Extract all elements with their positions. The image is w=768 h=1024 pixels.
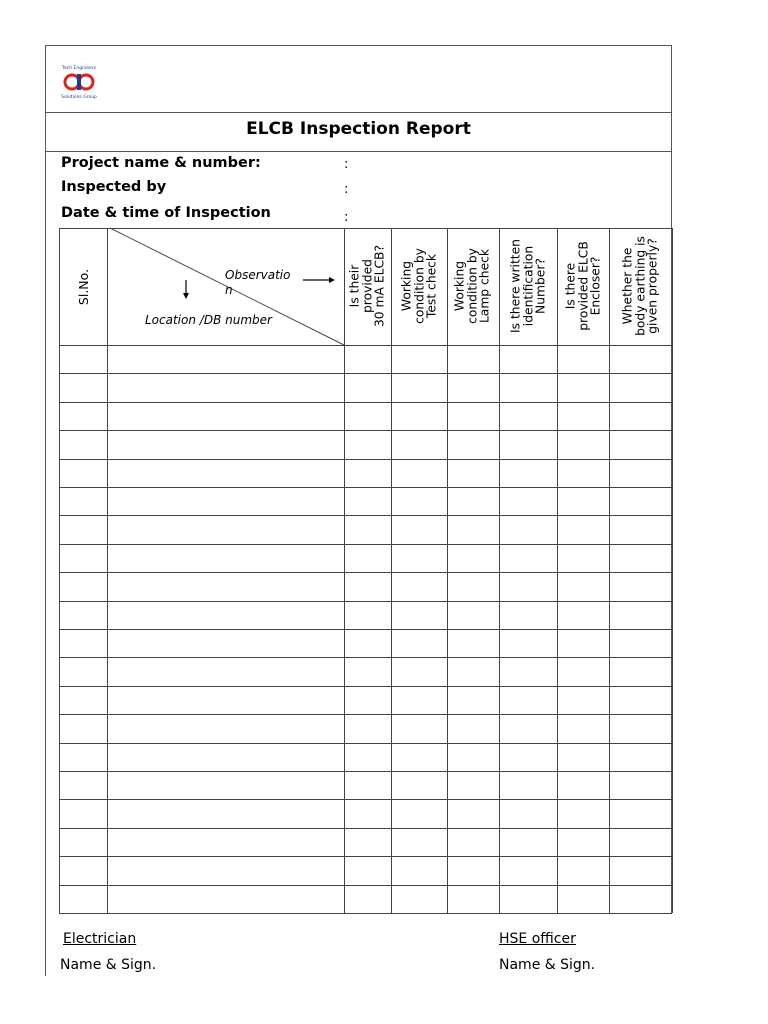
col-header-identification-number: Is there written identification Number? (508, 239, 548, 333)
inspection-date-colon: : (344, 210, 349, 225)
sl-no-header: Sl.No. (75, 268, 91, 306)
right-arrow-icon (302, 273, 336, 287)
col-header-elcb-encloser: Is there provided ELCB Encloser? (563, 241, 603, 331)
electrician-sign-label: Name & Sign. (60, 957, 157, 973)
col-header-body-earthing: Whether the body earthing is given properly? (620, 236, 660, 336)
observation-label: Observatio (225, 268, 291, 282)
hse-officer-label: HSE officer (499, 931, 576, 947)
hse-officer-sign-label: Name & Sign. (499, 957, 596, 973)
inspection-date-label: Date & time of Inspection (61, 205, 271, 221)
logo-top-text: Tech Engineers (62, 66, 96, 71)
down-arrow-icon (179, 279, 193, 301)
col-header-lamp-check: Working condition by Lamp check (452, 248, 492, 324)
col-header-test-check: Working condition by Test check (399, 248, 439, 324)
project-name-colon: : (344, 157, 349, 172)
logo-bottom-text: Solutions Group (61, 95, 97, 100)
inspected-by-colon: : (344, 182, 349, 197)
electrician-label: Electrician (63, 931, 137, 947)
location-label: Location /DB number (145, 313, 272, 327)
col-header-30ma-elcb: Is their provided 30 mA ELCB? (347, 244, 387, 328)
observation-label-wrap: n (225, 283, 233, 297)
project-name-label: Project name & number: (61, 155, 261, 171)
inspected-by-label: Inspected by (61, 179, 167, 195)
report-title: ELCB Inspection Report (246, 119, 471, 139)
